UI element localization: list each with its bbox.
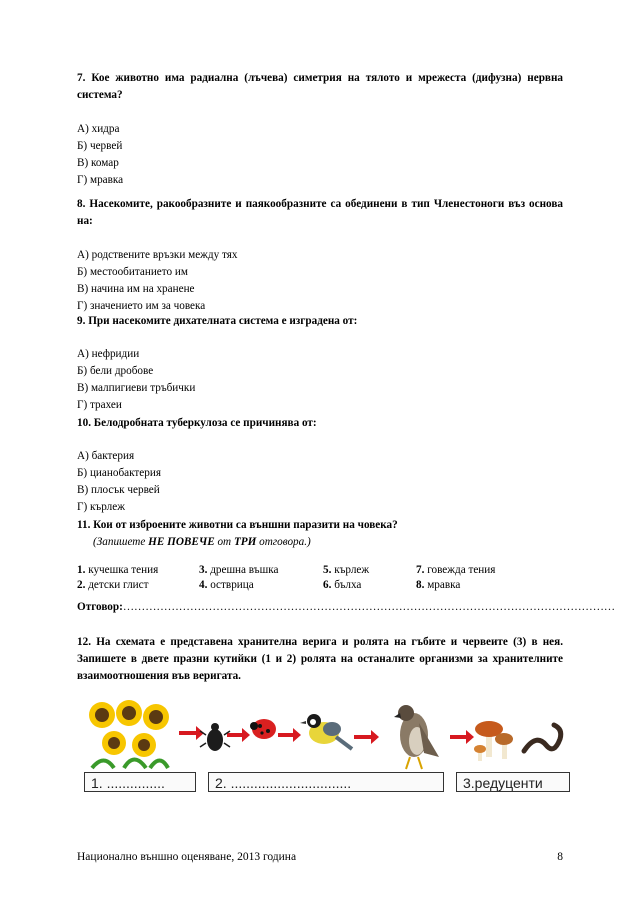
question-9 [77, 313, 563, 414]
list-item: 4. остврица [199, 579, 254, 591]
option: А) хидра [77, 123, 120, 135]
worm-icon [524, 725, 561, 751]
option: В) начина им на хранене [77, 283, 195, 295]
question-10 [77, 415, 563, 516]
option: Б) цианобактерия [77, 467, 161, 479]
option: А) бактерия [77, 450, 135, 462]
footer-text: Национално външно оценяване, 2013 година [77, 851, 297, 863]
question-10-title: 10. Белодробната туберкулоза се причинява от: [77, 417, 317, 429]
option: А) нефридии [77, 348, 140, 360]
question-11-title: 11. Кои от изброените животни са външни паразити на човека? [77, 519, 398, 531]
answer-line[interactable] [77, 601, 616, 613]
list-item: 1. кучешка тения [77, 564, 159, 576]
answer-label: Отговор: [77, 601, 123, 613]
question-11-instruction: (Запишете НЕ ПОВЕЧЕ от ТРИ отговора.) [93, 536, 311, 548]
list-item: 6. бълха [323, 579, 362, 591]
list-item: 5. кърлеж [323, 564, 370, 576]
list-item: 2. детски глист [77, 579, 149, 591]
food-chain-box-1[interactable]: 1. ............... [84, 772, 196, 792]
option: Г) трахеи [77, 399, 122, 411]
option: Г) кърлеж [77, 501, 125, 513]
option: А) родствените връзки между тях [77, 249, 238, 261]
option: В) комар [77, 157, 119, 169]
mushroom-icon [474, 721, 513, 761]
ladybug-icon [250, 719, 276, 739]
food-chain-diagram [84, 693, 570, 823]
option: Г) значението им за човека [77, 300, 206, 312]
food-chain-box-2[interactable]: 2. ............................... [208, 772, 444, 792]
beetle-icon [200, 723, 230, 751]
option: Б) местообитанието им [77, 266, 188, 278]
question-12-title: 12. На схемата е представена хранителна верига и ролята на гъбите и червеите (3) в нея. Запишете в двете празни кутийки (1 и 2) ролята на останалите организми за хранителните взаимоотношения във веригата. [77, 636, 563, 682]
question-8-title: 8. Насекомите, ракообразните и паякообразните са обединени в тип Членестоноги въз основа на: [77, 198, 563, 227]
question-7-title: 7. Кое животно има радиална (лъчева) симетрия на тялото и мрежеста (дифузна) нервна система? [77, 72, 563, 101]
option: Б) червей [77, 140, 123, 152]
list-item: 3. дрешна въшка [199, 564, 279, 576]
option: Б) бели дробове [77, 365, 154, 377]
option: В) плосък червей [77, 484, 160, 496]
question-12 [77, 634, 563, 685]
question-7 [77, 70, 563, 189]
question-9-title: 9. При насекомите дихателната система е изградена от: [77, 315, 358, 327]
page-number: 8 [557, 851, 563, 863]
page-footer [77, 851, 563, 863]
option: В) малпигиеви тръбички [77, 382, 196, 394]
question-11 [77, 517, 563, 551]
question-8 [77, 196, 563, 315]
falcon-icon [394, 705, 439, 769]
bird-icon [300, 714, 352, 749]
question-11-choices [77, 563, 563, 593]
list-item: 7. говежда тения [416, 564, 496, 576]
food-chain-box-3: 3.редуценти [456, 772, 570, 792]
answer-dots: …………………………………………………………………………………………………………………… [122, 601, 616, 613]
list-item: 8. мравка [416, 579, 461, 591]
food-chain-illustration [84, 693, 570, 773]
sunflower-icon [89, 700, 169, 768]
option: Г) мравка [77, 174, 124, 186]
